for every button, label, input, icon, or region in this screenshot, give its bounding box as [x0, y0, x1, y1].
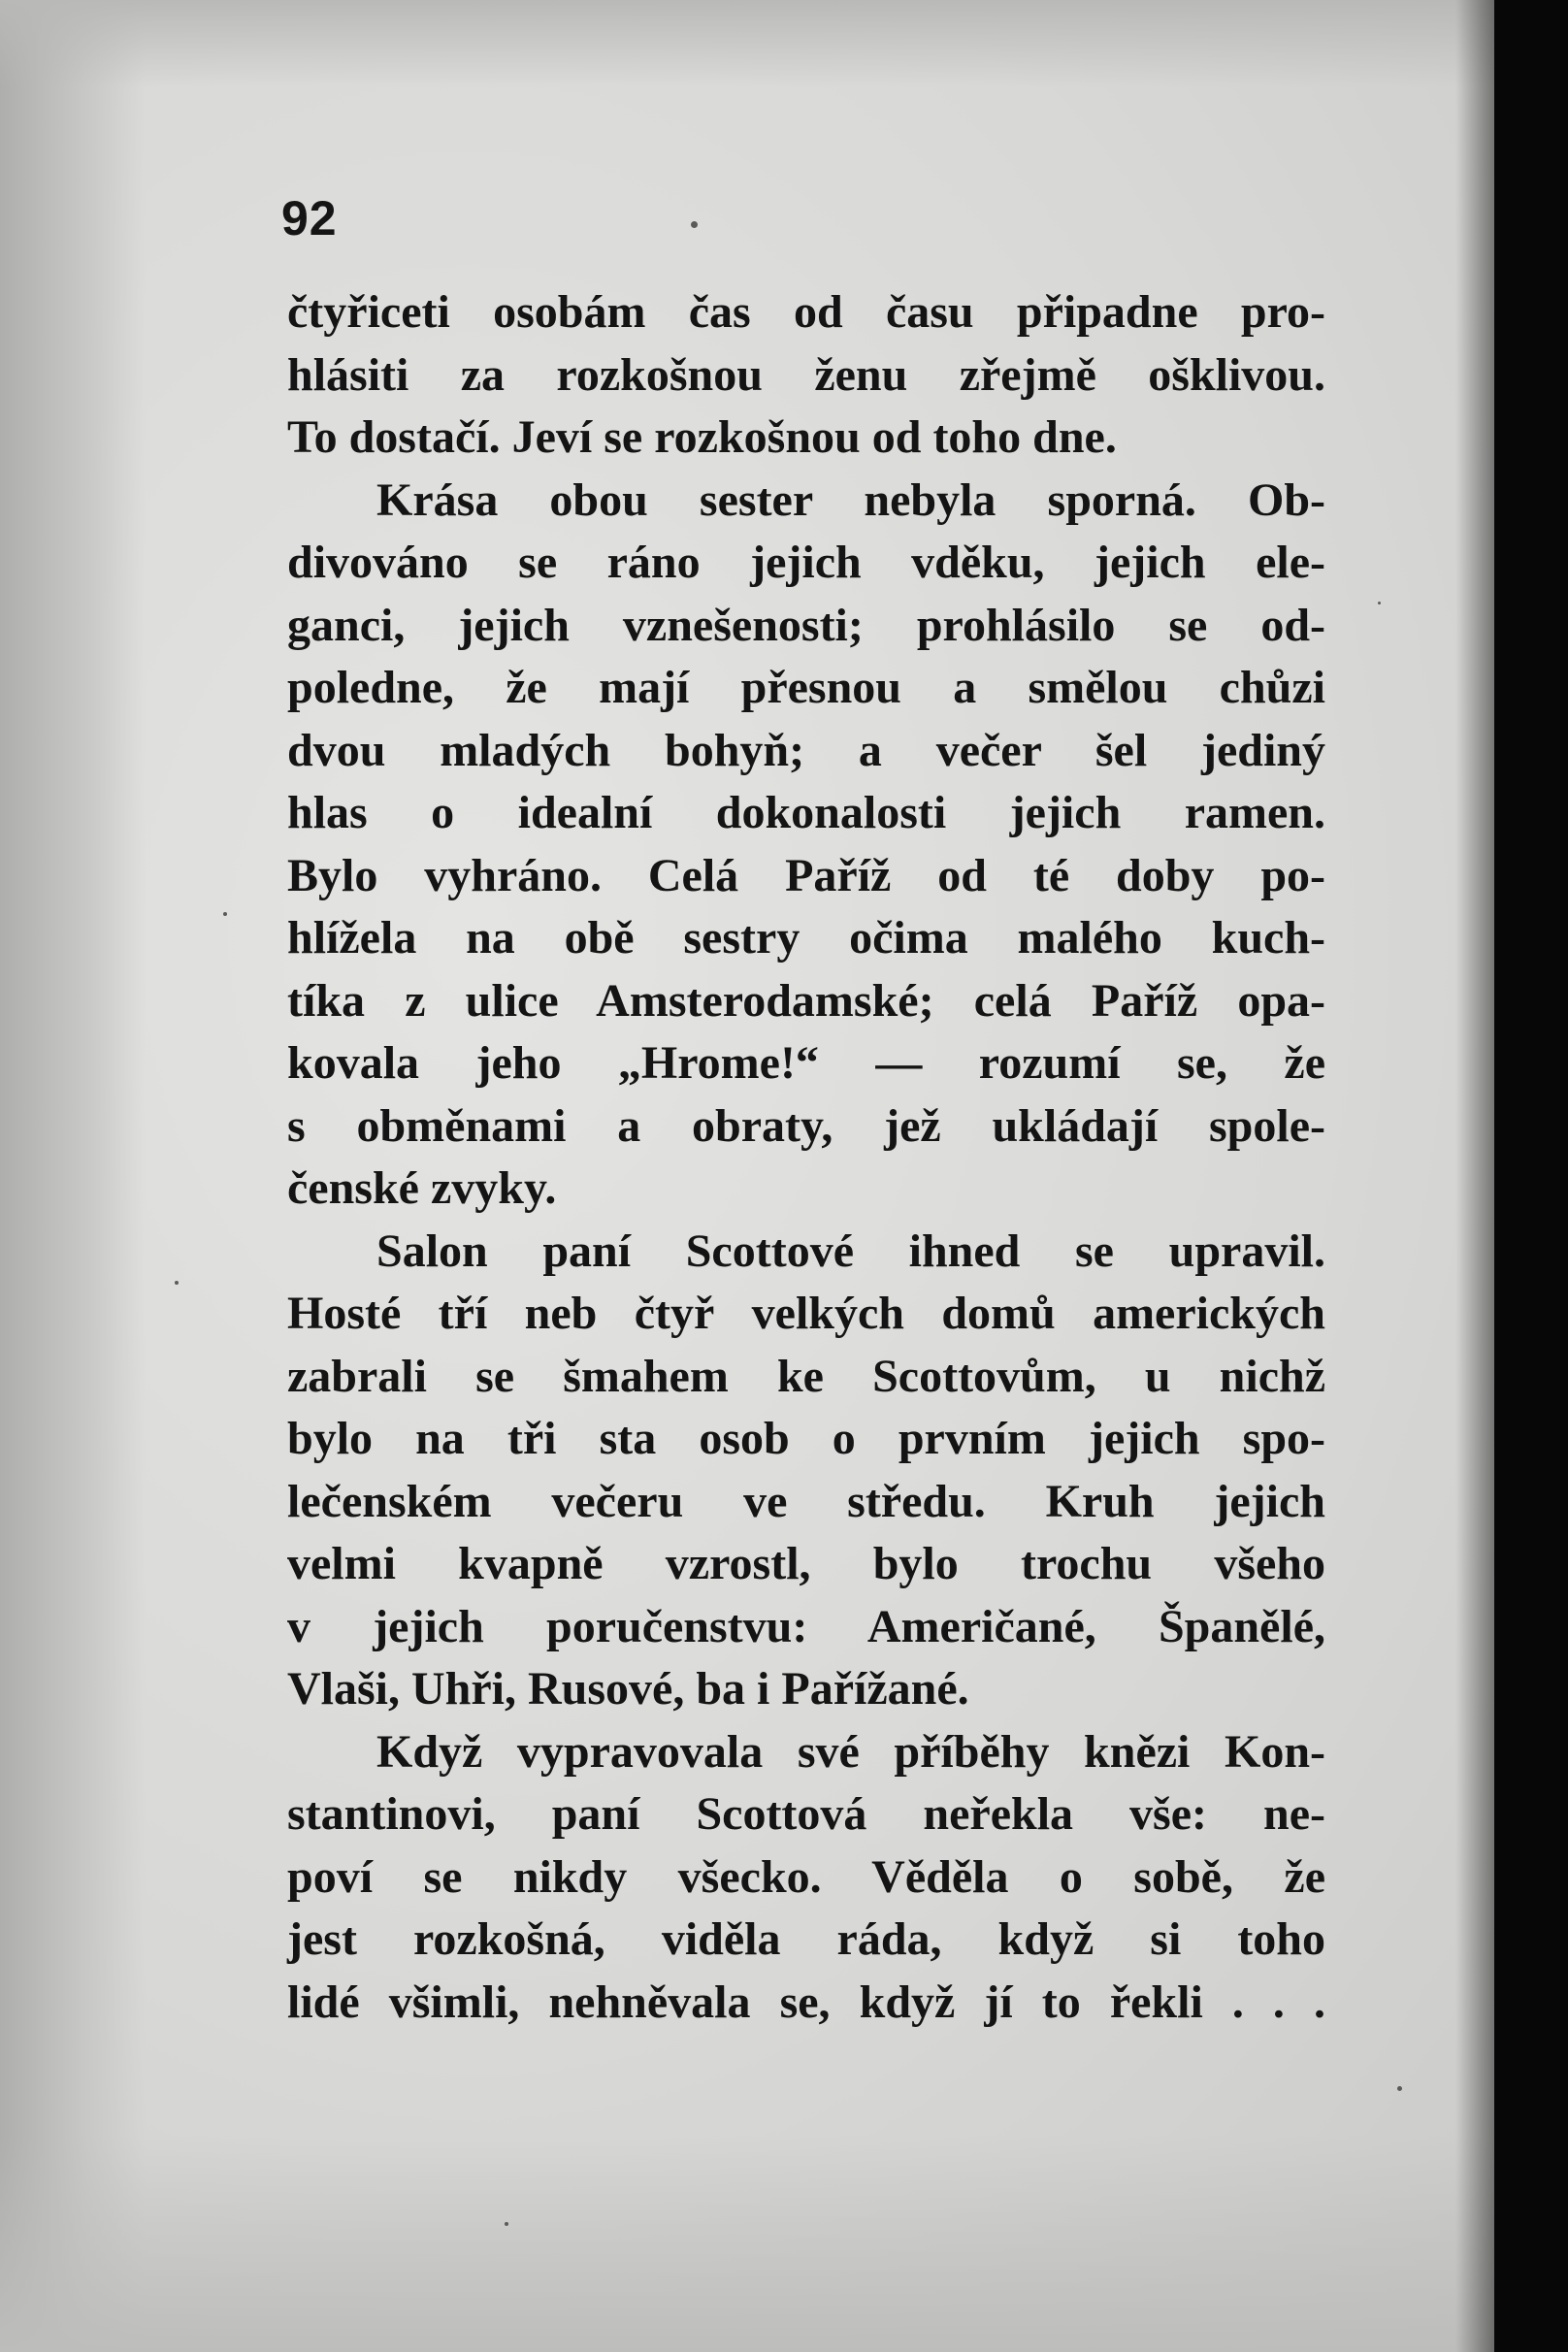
text-line: poledne, že mají přesnou a smělou chůzi [287, 662, 1325, 713]
binding-shadow [1455, 0, 1494, 2352]
text-line: poví se nikdy všecko. Věděla o sobě, že [287, 1850, 1325, 1903]
text-line: divováno se ráno jejich vděku, jejich ele- [287, 537, 1325, 588]
text-line: čtyřiceti osobám čas od času připadne pro- [287, 286, 1325, 338]
text-line: v jejich poručenstvu: Američané, Španělé, [287, 1600, 1325, 1652]
scan-border [1494, 0, 1568, 2352]
text-line: Když vypravovala své příběhy knězi Kon- [376, 1725, 1325, 1778]
text-line: Krása obou sester nebyla sporná. Ob- [376, 474, 1325, 526]
text-line: Hosté tří neb čtyř velkých domů amerických [287, 1288, 1325, 1339]
page-bottom-shadow [0, 2135, 1568, 2352]
body-text [287, 281, 1325, 2034]
text-line: čenské zvyky. [287, 1162, 557, 1214]
page-top-shadow [0, 0, 1568, 87]
text-line: zabrali se šmahem ke Scottovům, u nichž [287, 1350, 1325, 1402]
text-line: velmi kvapně vzrostl, bylo trochu všeho [287, 1538, 1325, 1589]
text-line: lidé všimli, nehněvala se, když jí to řekli . . . [287, 1976, 1325, 2028]
text-line: hlas o idealní dokonalosti jejich ramen. [287, 787, 1325, 838]
text-line: s obměnami a obraty, jež ukládají spole- [287, 1099, 1325, 1152]
text-line: lečenském večeru ve středu. Kruh jejich [287, 1475, 1325, 1527]
text-line: hlásiti za rozkošnou ženu zřejmě ošklivou. [287, 348, 1325, 401]
text-line: jest rozkošná, viděla ráda, když si toho [287, 1913, 1325, 1965]
text-line: Bylo vyhráno. Celá Paříž od té doby po- [287, 849, 1325, 901]
text-line: ganci, jejich vznešenosti; prohlásilo se od- [287, 599, 1325, 651]
text-line: To dostačí. Jeví se rozkošnou od toho dne. [287, 411, 1117, 463]
page-number: 92 [281, 191, 338, 245]
text-line: hlížela na obě sestry očima malého kuch- [287, 912, 1325, 964]
text-line: dvou mladých bohyň; a večer šel jediný [287, 724, 1325, 776]
text-line: bylo na tři sta osob o prvním jejich spo- [287, 1413, 1325, 1464]
text-line: tíka z ulice Amsterodamské; celá Paříž opa- [287, 974, 1325, 1027]
page-left-shadow [0, 0, 146, 2352]
text-line: Salon paní Scottové ihned se upravil. [376, 1225, 1325, 1277]
text-line: Vlaši, Uhři, Rusové, ba i Pařížané. [287, 1663, 969, 1715]
text-line: stantinovi, paní Scottová neřekla vše: ne- [287, 1788, 1325, 1840]
text-line: kovala jeho „Hrome!“ — rozumí se, že [287, 1037, 1325, 1089]
